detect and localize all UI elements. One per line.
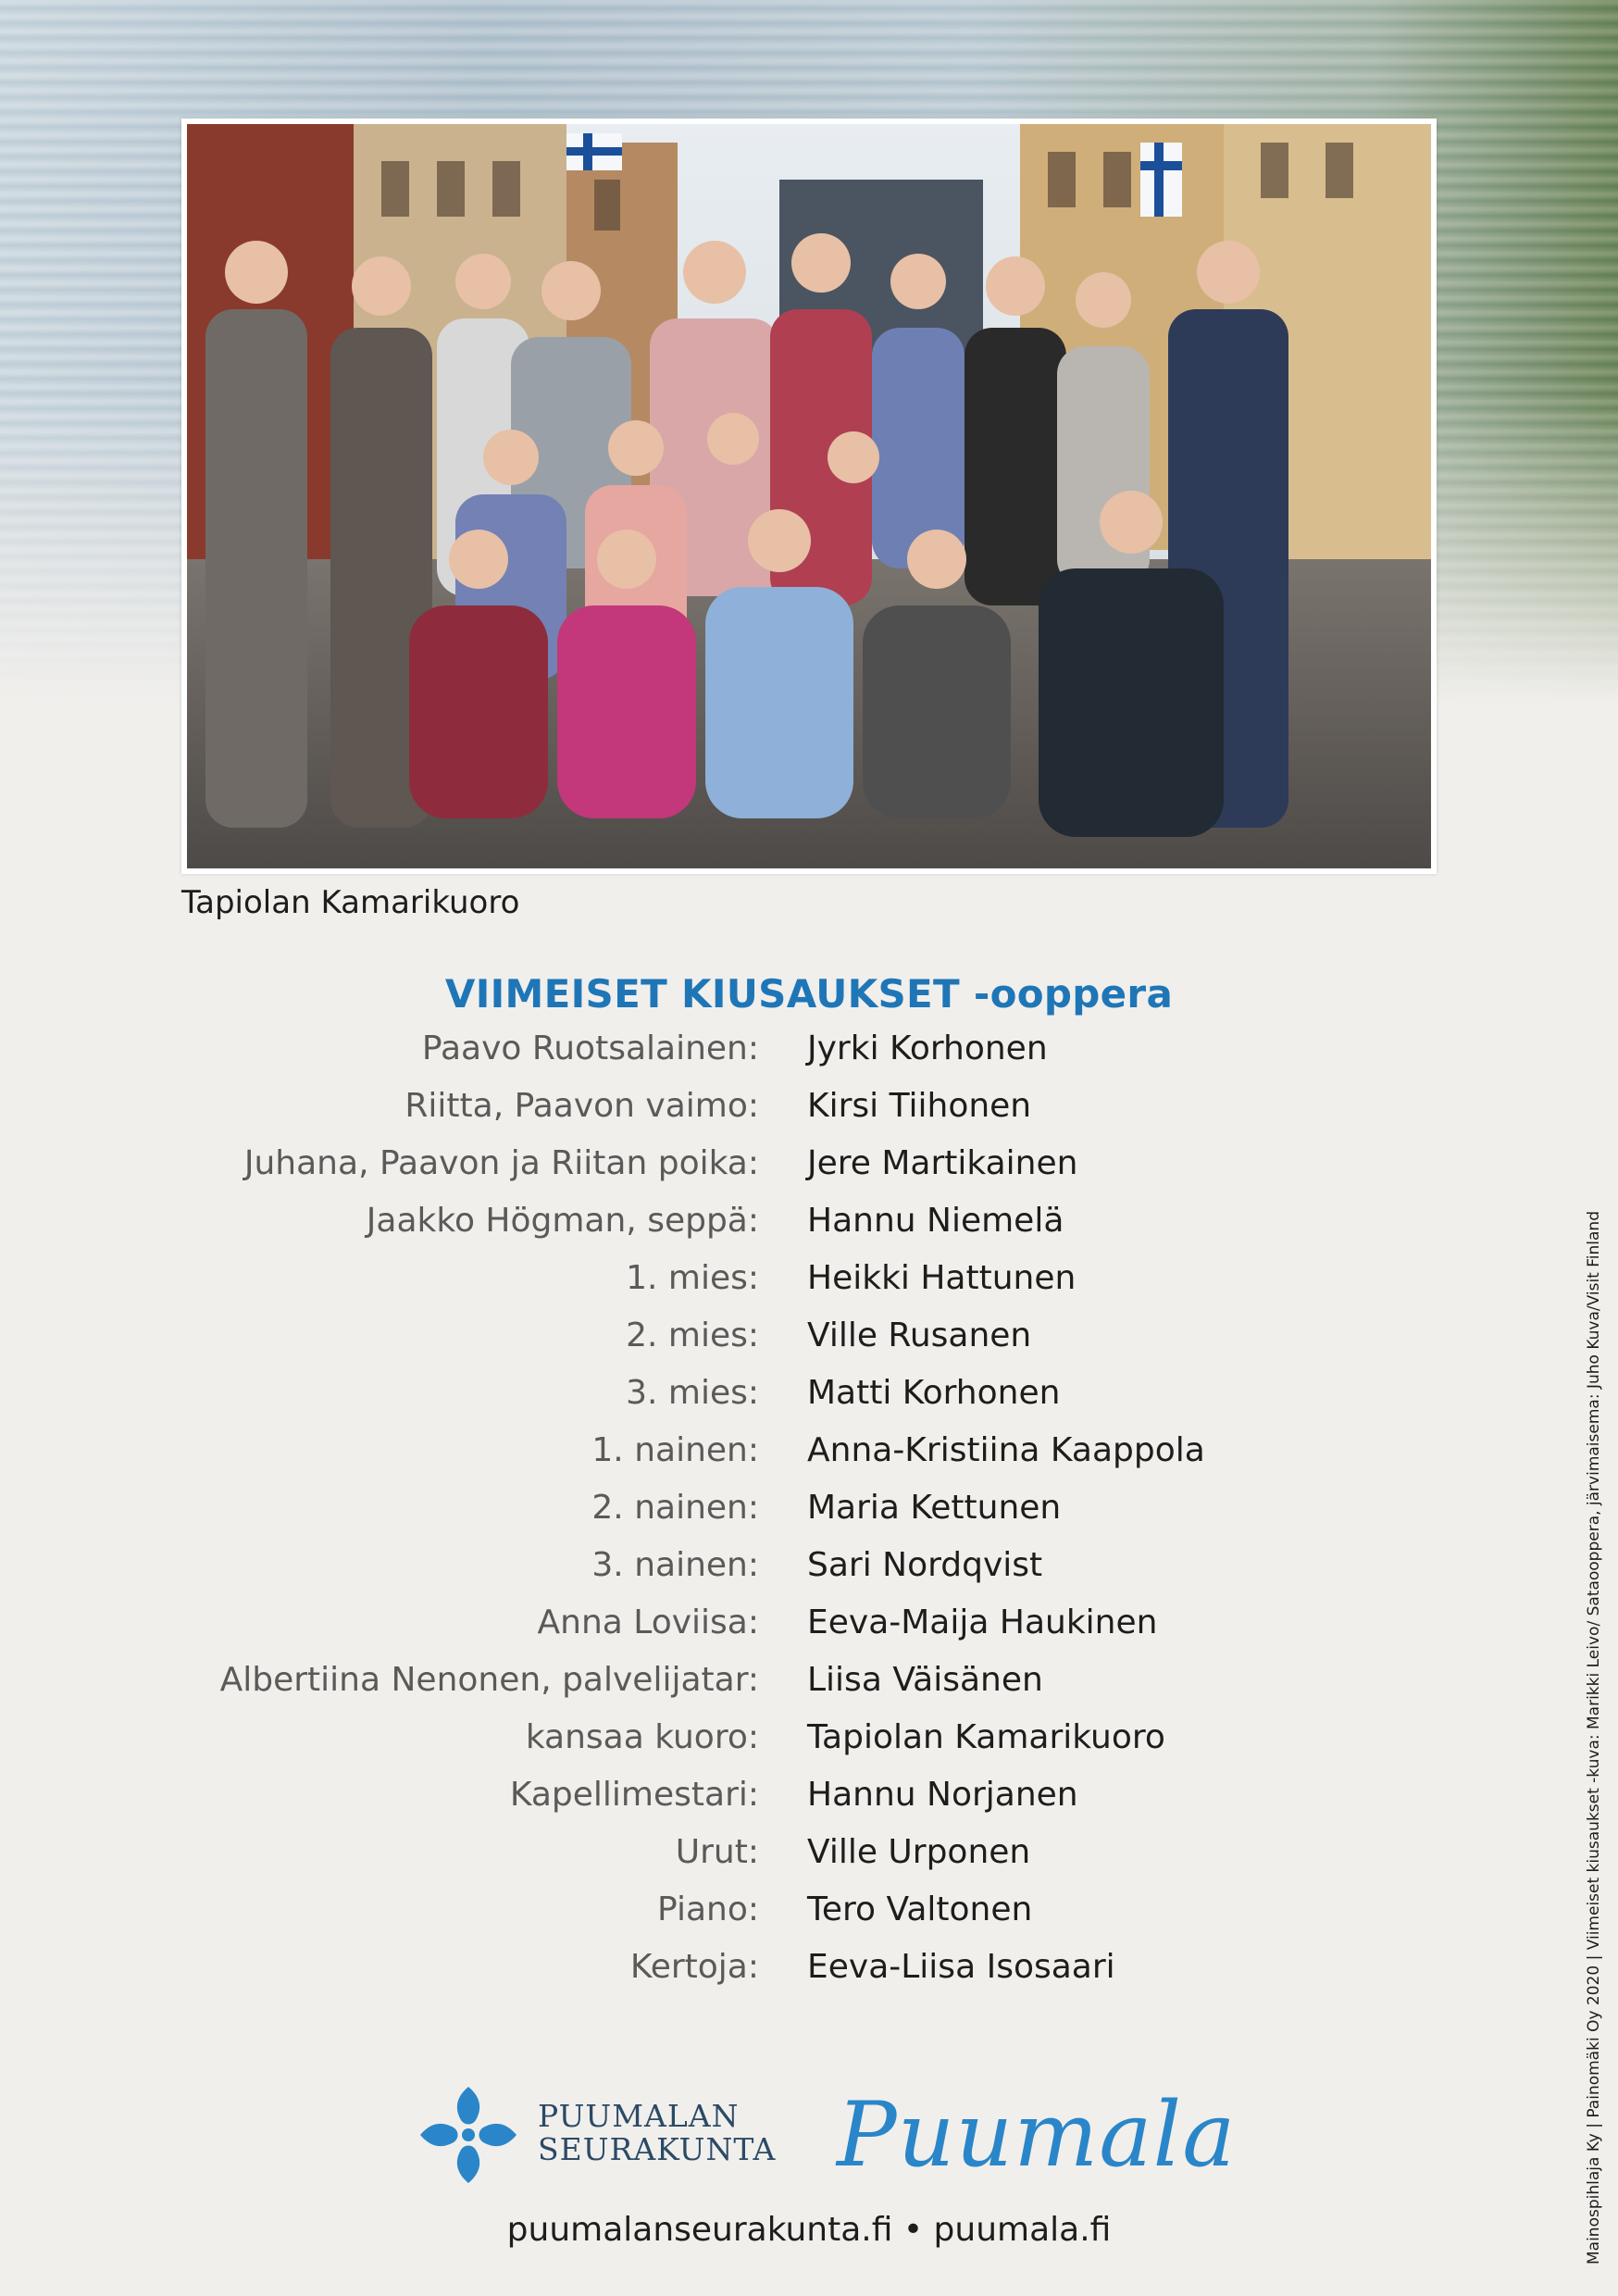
cast-role: 3. nainen: <box>591 1546 759 1584</box>
cast-name: Ville Urponen <box>807 1833 1031 1871</box>
cast-row <box>0 1948 1618 2005</box>
choir-photo-image <box>187 124 1431 868</box>
cast-row <box>0 1087 1618 1144</box>
church-emblem-icon <box>413 2079 524 2190</box>
cast-name: Maria Kettunen <box>807 1489 1062 1527</box>
cast-name: Hannu Niemelä <box>807 1202 1064 1240</box>
church-logo-text <box>538 2100 776 2166</box>
cast-row <box>0 1029 1618 1087</box>
church-logo-line1: PUUMALAN <box>538 2098 740 2134</box>
cast-row <box>0 1718 1618 1776</box>
church-logo-line2: SEURAKUNTA <box>538 2131 777 2167</box>
cast-row <box>0 1202 1618 1259</box>
cast-name: Tapiolan Kamarikuoro <box>807 1718 1165 1756</box>
cast-role: 2. nainen: <box>591 1489 759 1527</box>
cast-role: Jaakko Högman, seppä: <box>366 1202 759 1240</box>
cast-role: 1. nainen: <box>591 1431 759 1469</box>
cast-name: Matti Korhonen <box>807 1374 1061 1412</box>
cast-role: 2. mies: <box>626 1316 759 1354</box>
cast-name: Eeva-Liisa Isosaari <box>807 1948 1115 1986</box>
choir-photo <box>181 119 1437 874</box>
cast-row <box>0 1489 1618 1546</box>
cast-name: Jere Martikainen <box>807 1144 1078 1182</box>
cast-name: Sari Nordqvist <box>807 1546 1043 1584</box>
cast-row <box>0 1374 1618 1431</box>
cast-row <box>0 1661 1618 1718</box>
cast-name: Anna-Kristiina Kaappola <box>807 1431 1205 1469</box>
cast-name: Jyrki Korhonen <box>807 1029 1048 1067</box>
cast-row <box>0 1890 1618 1948</box>
opera-title: VIIMEISET KIUSAUKSET -ooppera <box>444 971 1174 1017</box>
cast-role: 1. mies: <box>626 1259 759 1297</box>
cast-row <box>0 1144 1618 1202</box>
puumala-logo: Puumala <box>837 2083 1237 2187</box>
cast-row <box>0 1431 1618 1489</box>
cast-role: Anna Loviisa: <box>537 1603 759 1641</box>
cast-role: Paavo Ruotsalainen: <box>421 1029 759 1067</box>
cast-role: Juhana, Paavon ja Riitan poika: <box>243 1144 759 1182</box>
cast-row <box>0 1546 1618 1603</box>
cast-row <box>0 1776 1618 1833</box>
cast-name: Ville Rusanen <box>807 1316 1032 1354</box>
cast-name: Liisa Väisänen <box>807 1661 1043 1699</box>
cast-row <box>0 1316 1618 1374</box>
cast-role: Albertiina Nenonen, palvelijatar: <box>219 1661 759 1699</box>
cast-role: Urut: <box>675 1833 759 1871</box>
cast-role: Kapellimestari: <box>509 1776 759 1814</box>
cast-role: Kertoja: <box>629 1948 759 1986</box>
cast-row <box>0 1259 1618 1316</box>
cast-role: Piano: <box>657 1890 759 1928</box>
cast-name: Tero Valtonen <box>807 1890 1033 1928</box>
cast-name: Kirsi Tiihonen <box>807 1087 1032 1125</box>
cast-name: Hannu Norjanen <box>807 1776 1078 1814</box>
photo-caption: Tapiolan Kamarikuoro <box>181 884 520 921</box>
cast-row <box>0 1833 1618 1890</box>
cast-role: Riitta, Paavon vaimo: <box>404 1087 759 1125</box>
puumalan-seurakunta-logo <box>413 2079 777 2190</box>
cast-row <box>0 1603 1618 1661</box>
print-credits: Mainospihlaja Ky | Painomäki Oy 2020 | Viimeiset kiusaukset -kuva: Marikki Leivo/ Sataooppera, järvimaisema: Juho Kuva/Visit Finland <box>1585 1211 1603 2265</box>
cast-name: Eeva-Maija Haukinen <box>807 1603 1158 1641</box>
cast-role: 3. mies: <box>626 1374 759 1412</box>
cast-name: Heikki Hattunen <box>807 1259 1077 1297</box>
cast-role: kansaa kuoro: <box>525 1718 759 1756</box>
footer-links: puumalanseurakunta.fi • puumala.fi <box>506 2211 1112 2249</box>
